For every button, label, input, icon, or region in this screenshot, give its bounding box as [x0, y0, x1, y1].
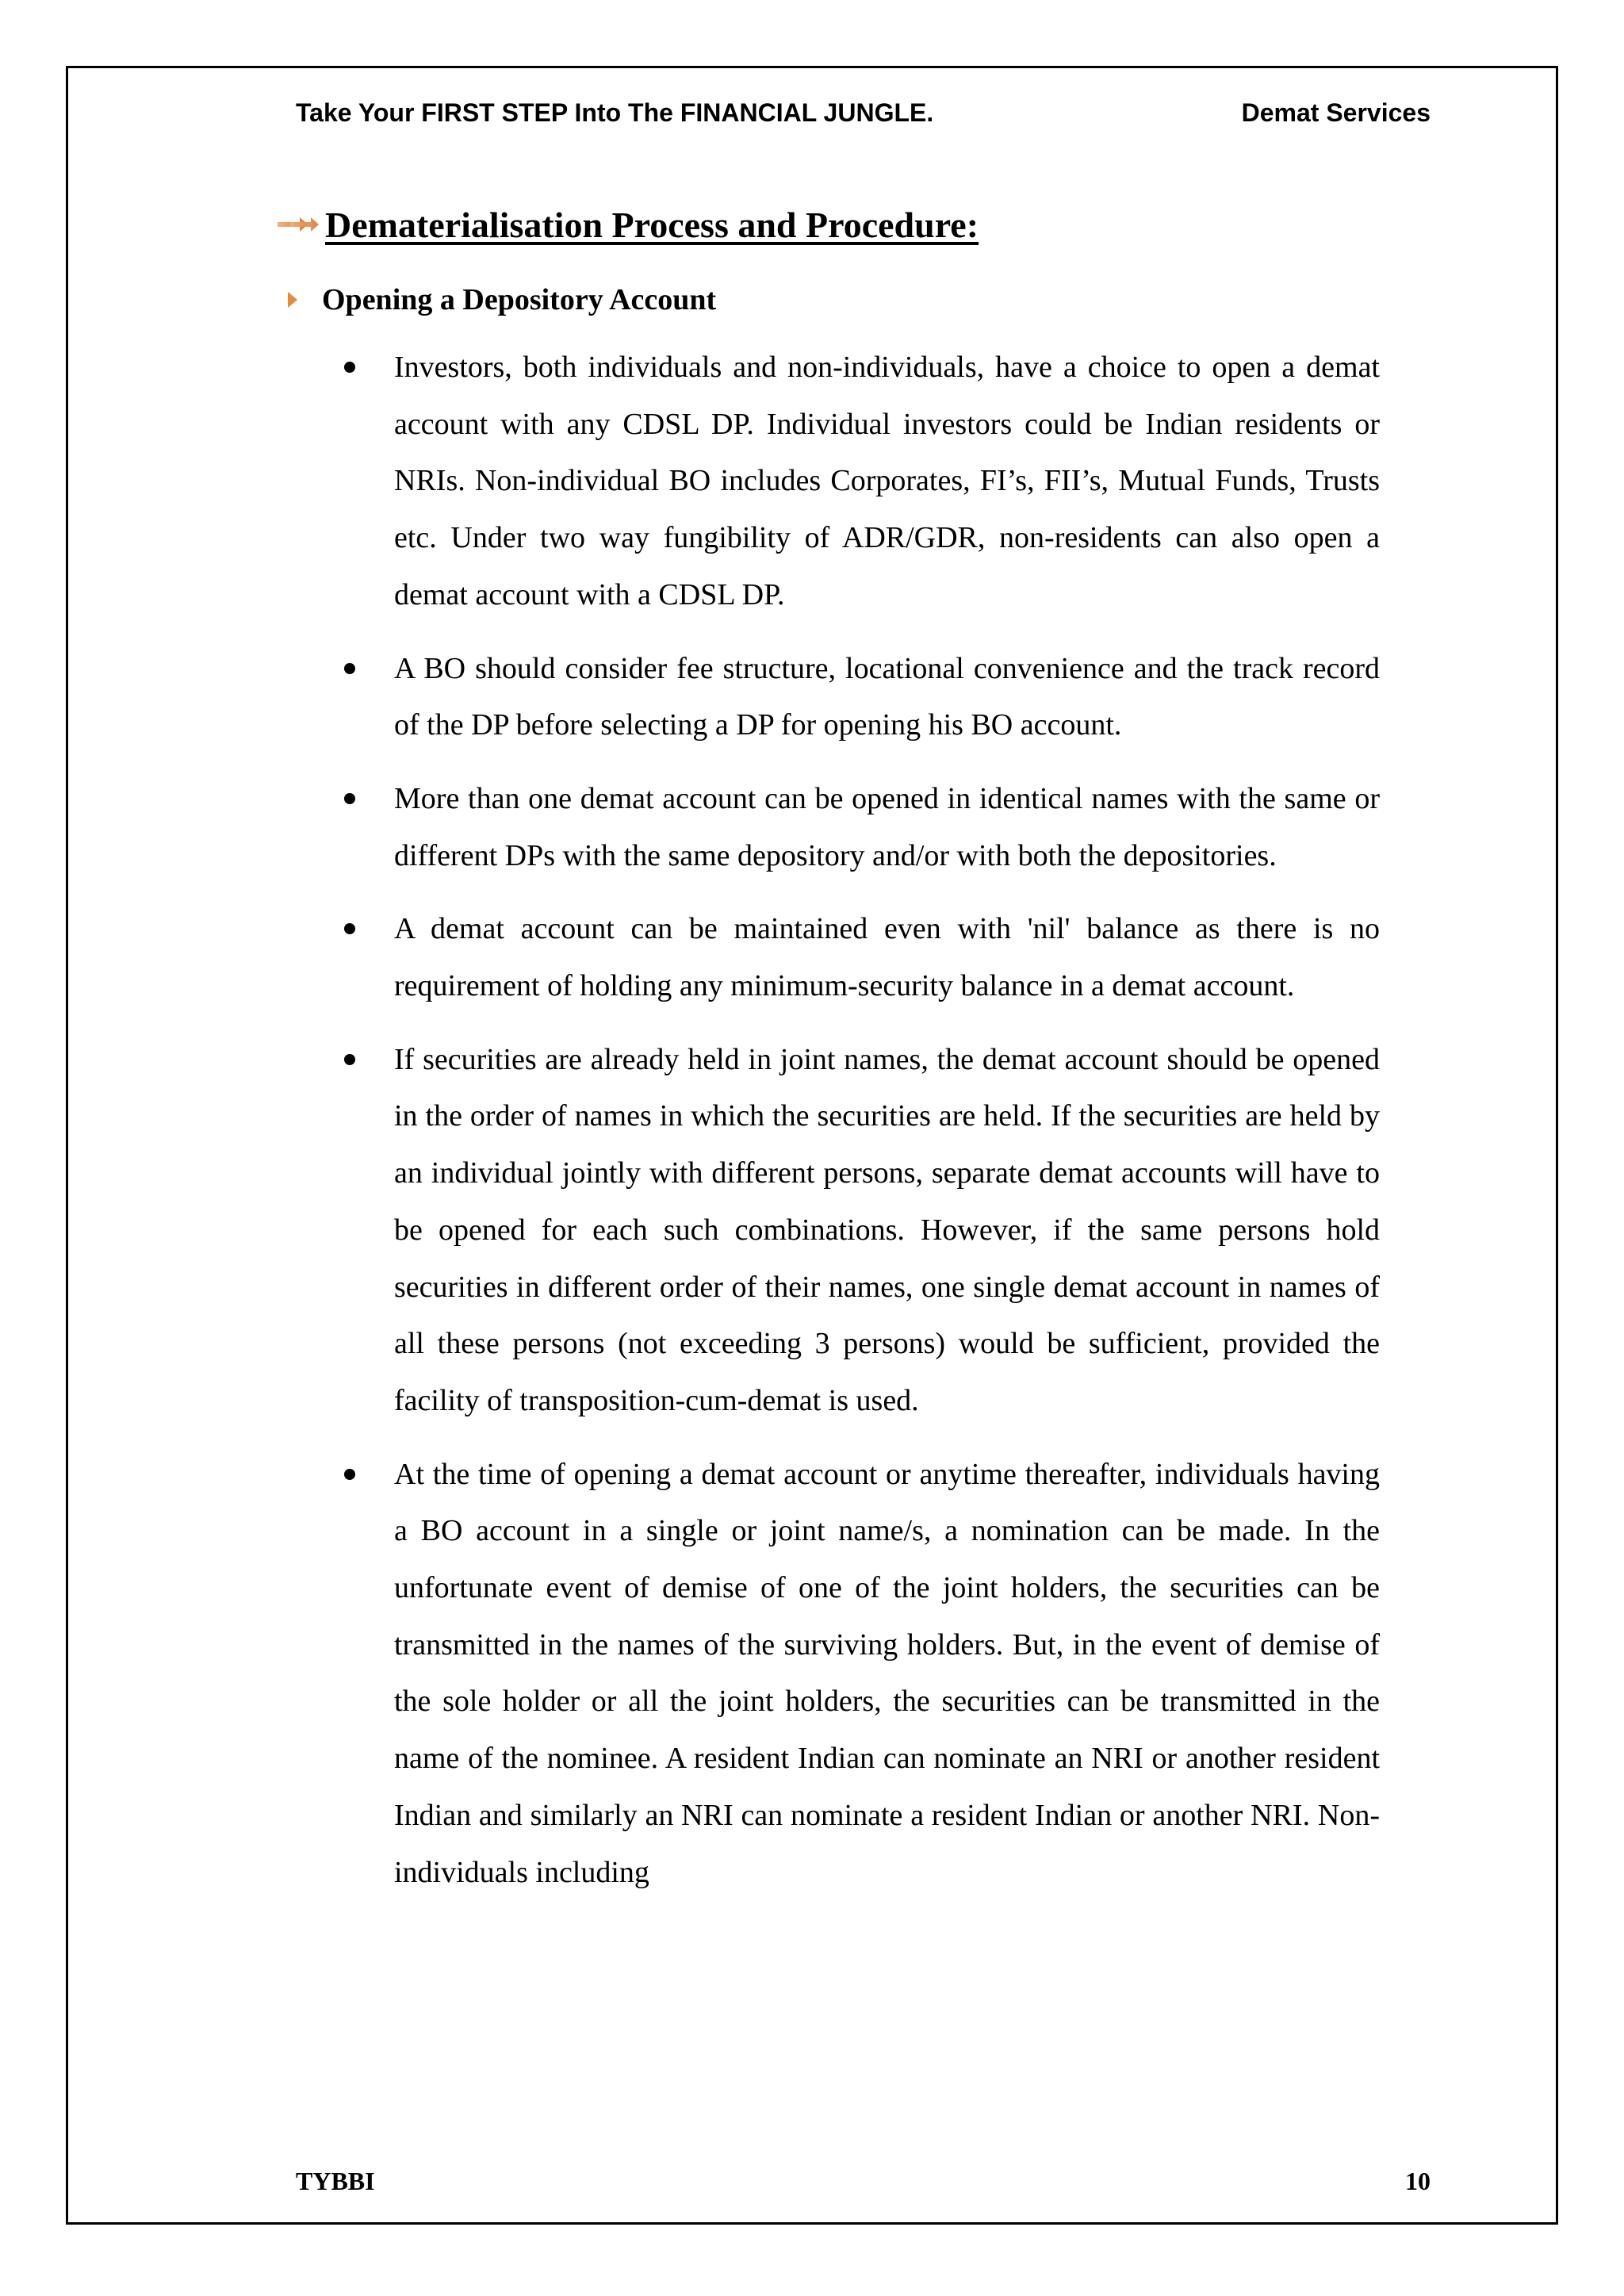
section-title: Dematerialisation Process and Procedure: — [325, 205, 979, 245]
list-item — [341, 339, 1380, 624]
list-item-text: If securities are already held in joint names, the demat account should be opened in the order of names in which the securities are held. If the securities are held by an individual jointly with different persons, separate demat accounts will have to be opened for each such combinations. However, if the same persons hold securities in different order of their names, one single demat account in names of all these persons (not exceeding 3 persons) would be sufficient, provided the facility of transposition-cum-demat is used. — [394, 1042, 1380, 1417]
list-item — [341, 771, 1380, 884]
section-heading — [276, 200, 979, 251]
list-item-text: A BO should consider fee structure, locational convenience and the track record of the DP before selecting a DP for opening his BO account. — [394, 651, 1380, 742]
footer-label: TYBBI — [296, 2167, 375, 2195]
list-item — [341, 1447, 1380, 1902]
bullet-dot-icon — [344, 362, 355, 373]
page-number: 10 — [1405, 2167, 1431, 2195]
list-item-text: At the time of opening a demat account or anytime thereafter, individuals having a BO account in a single or joint name/s, a nomination can be made. In the unfortunate event of demise of one of the joint holders, the securities can be transmitted in the names of the surviving holders. But, in the event of demise of the sole holder or all the joint holders, the securities can be transmitted in the name of the nominee. A resident Indian can nominate an NRI or another resident Indian and similarly an NRI can nominate a resident Indian or another NRI. Non-individuals including — [394, 1457, 1380, 1889]
bullet-list — [341, 339, 1380, 1918]
bullet-dot-icon — [344, 1469, 355, 1480]
bullet-dot-icon — [344, 1054, 355, 1065]
header-tagline: Take Your FIRST STEP Into The FINANCIAL JUNGLE. — [296, 98, 934, 127]
bullet-dot-icon — [344, 663, 355, 674]
arrow-icon — [276, 213, 320, 238]
list-item-text: Investors, both individuals and non-individuals, have a choice to open a demat account with any CDSL DP. Individual investors could be Indian residents or NRIs. Non-individual BO includes Corporates, FI’s, FII’s, Mutual Funds, Trusts etc. Under two way fungibility of ADR/GDR, non-residents can also open a demat account with a CDSL DP. — [394, 351, 1380, 611]
triangle-icon — [287, 290, 298, 309]
list-item — [341, 641, 1380, 754]
bullet-dot-icon — [344, 793, 355, 804]
bullet-dot-icon — [344, 923, 355, 934]
subsection-heading — [287, 278, 716, 322]
list-item — [341, 901, 1380, 1014]
subsection-title: Opening a Depository Account — [322, 283, 717, 316]
list-item-text: More than one demat account can be opened in identical names with the same or different DPs with the same depository and/or with both the depositories. — [394, 781, 1380, 872]
header-title: Demat Services — [1241, 98, 1431, 127]
list-item — [341, 1032, 1380, 1430]
list-item-text: A demat account can be maintained even with 'nil' balance as there is no requirement of holding any minimum-security balance in a demat account. — [394, 912, 1380, 1003]
